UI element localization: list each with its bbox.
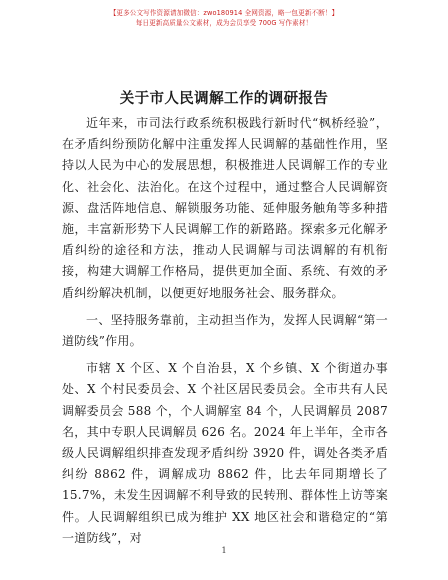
paragraph-statistics: 市辖 X 个区、X 个自治县，X 个乡镇、X 个街道办事处、X 个村民委员会、X 个社区居民委员会。全市共有人民调解委员会 588 个，个人调解室 84 个，人民调解员 2087 名，其中专职人民调解员 626 名。2024 年上半年，全市各级人民调解组织排查发现矛盾纠纷 3920 件，调处各类矛盾纠纷 8862 件，调解成功 8862 件，比去年同期增长了 15.7%，未发生因调解不利导致的民转刑、群体性上访等案件。人民调解组织已成为维护 XX 地区社会和谐稳定的“第一道防线”，对 <box>62 361 388 545</box>
promo-banner <box>0 8 448 28</box>
paragraph-intro: 近年来，市司法行政系统积极践行新时代“枫桥经验”，在矛盾纠纷预防化解中注重发挥人民调解的基础性作用，坚持以人民为中心的发展思想，积极推进人民调解工作的专业化、社会化、法治化。在这个过程中，通过整合人民调解资源、盘活阵地信息、解锁服务功能、延伸服务触角等多种措施，丰富新形势下人民调解工作的新路路。探索多元化解矛盾纠纷的途径和方法，推动人民调解与司法调解的有机衔接，构建大调解工作格局，提供更加全面、系统、有效的矛盾纠纷解决机制，以便更好地服务社会、服务群众。 <box>62 116 388 300</box>
document-body <box>62 113 388 549</box>
document-title: 关于市人民调解工作的调研报告 <box>119 90 329 107</box>
promo-line-2: 每日更新高质量公文素材，成为会员享受 700G 写作素材！ <box>135 19 313 27</box>
promo-line-1: 【更多公文写作资源请加微信：zwo180914 全网资源，略一包更新不断！】 <box>109 9 339 17</box>
page-number: 1 <box>221 546 227 555</box>
section-heading-1: 一、坚持服务靠前，主动担当作为，发挥人民调解“第一道防线”作用。 <box>62 312 388 349</box>
